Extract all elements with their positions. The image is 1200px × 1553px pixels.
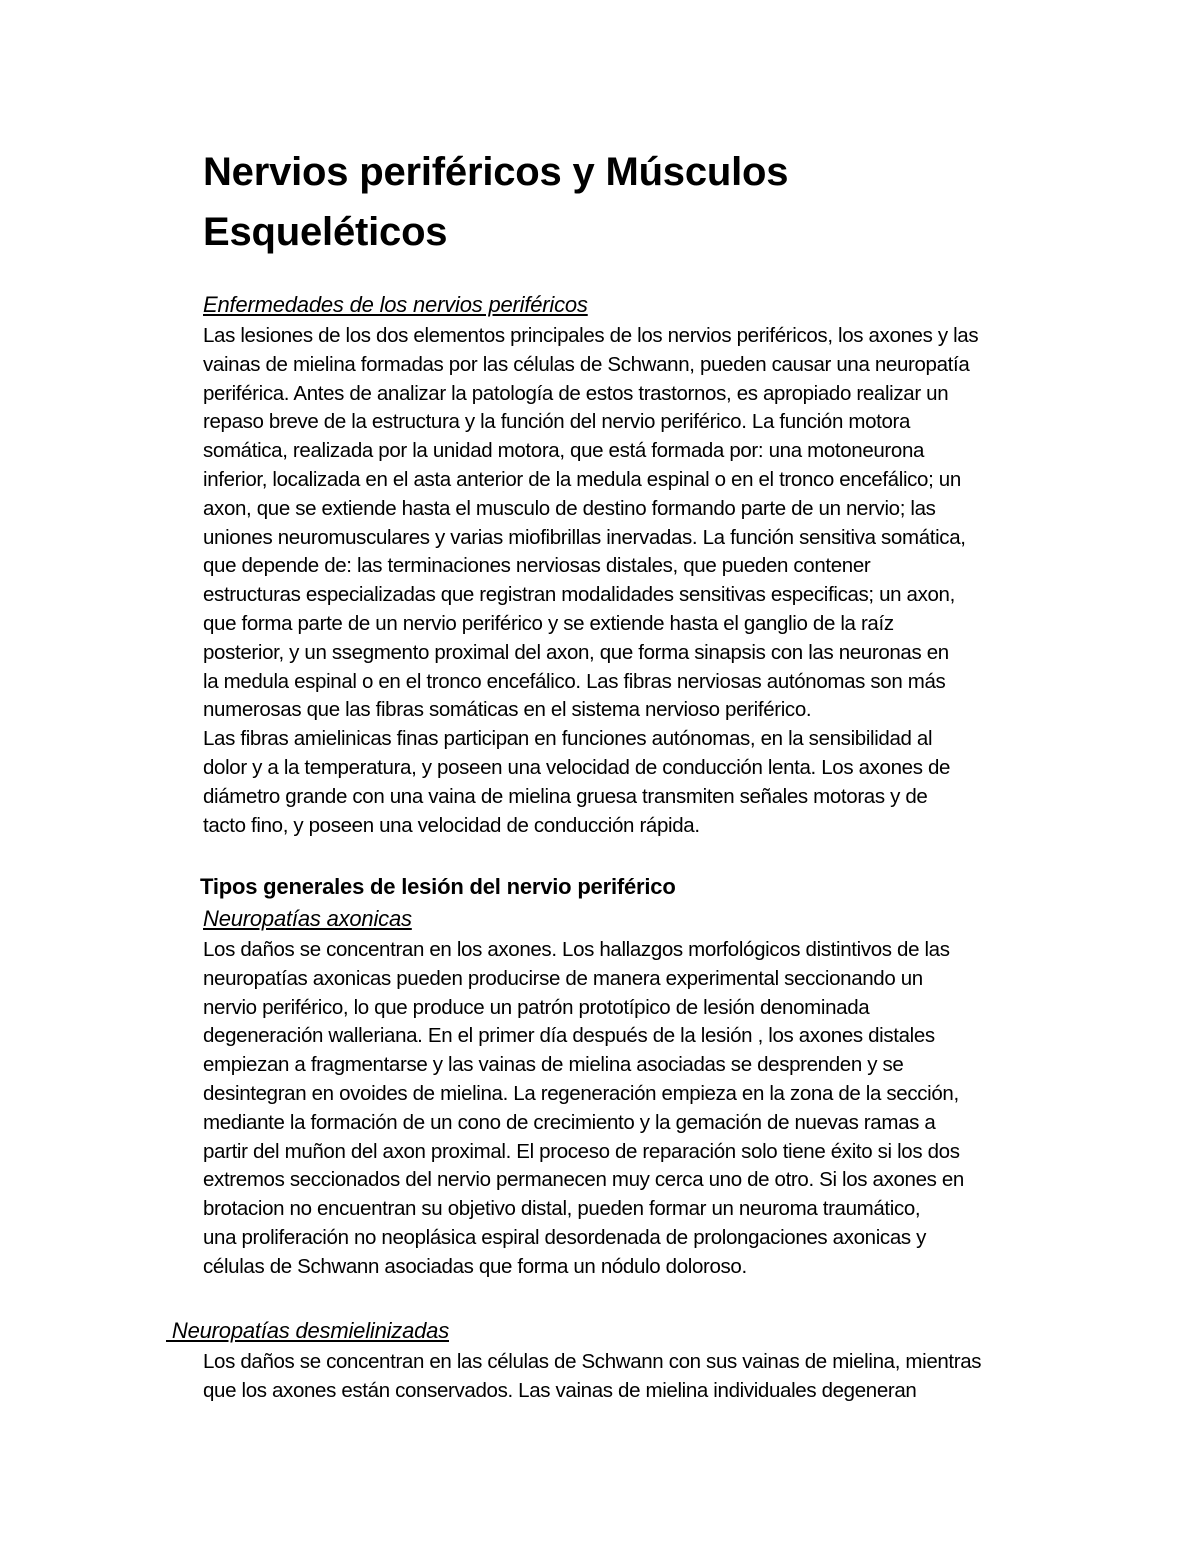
document-title-line-2: Esqueléticos: [203, 210, 448, 254]
paragraph-line: posterior, y un ssegmento proximal del axon, que forma sinapsis con las neuronas en: [203, 641, 949, 664]
paragraph-line: Los daños se concentran en las células de Schwann con sus vainas de mielina, mientras: [203, 1350, 982, 1373]
paragraph-line: que depende de: las terminaciones nerviosas distales, que pueden contener: [203, 554, 871, 577]
paragraph-line: uniones neuromusculares y varias miofibrillas inervadas. La función sensitiva somática,: [203, 526, 966, 549]
paragraph-line: extremos seccionados del nervio permanecen muy cerca uno de otro. Si los axones en: [203, 1168, 964, 1191]
paragraph-line: inferior, localizada en el asta anterior de la medula espinal o en el tronco encefálico; un: [203, 468, 961, 491]
paragraph-line: mediante la formación de un cono de crecimiento y la gemación de nuevas ramas a: [203, 1111, 936, 1134]
paragraph-line: partir del muñon del axon proximal. El proceso de reparación solo tiene éxito si los dos: [203, 1140, 960, 1163]
paragraph-line: Las lesiones de los dos elementos principales de los nervios periféricos, los axones y las: [203, 324, 979, 347]
paragraph-line: la medula espinal o en el tronco encefálico. Las fibras nerviosas autónomas son más: [203, 670, 946, 693]
paragraph-line: Las fibras amielinicas finas participan en funciones autónomas, en la sensibilidad al: [203, 727, 933, 750]
section-subheading-neuropatias-axonicas: Neuropatías axonicas: [203, 906, 412, 931]
paragraph-line: empiezan a fragmentarse y las vainas de mielina asociadas se desprenden y se: [203, 1053, 904, 1076]
paragraph-line: que los axones están conservados. Las vainas de mielina individuales degeneran: [203, 1379, 917, 1402]
section-subheading-enfermedades: Enfermedades de los nervios periféricos: [203, 292, 588, 317]
paragraph-line: vainas de mielina formadas por las células de Schwann, pueden causar una neuropatía: [203, 353, 970, 376]
paragraph-line: diámetro grande con una vaina de mielina gruesa transmiten señales motoras y de: [203, 785, 928, 808]
paragraph-line: repaso breve de la estructura y la función del nervio periférico. La función motora: [203, 410, 911, 433]
paragraph-line: estructuras especializadas que registran modalidades sensitivas especificas; un axon,: [203, 583, 955, 606]
section-heading-tipos-generales: Tipos generales de lesión del nervio periférico: [200, 874, 676, 899]
paragraph-line: Los daños se concentran en los axones. Los hallazgos morfológicos distintivos de las: [203, 938, 950, 961]
paragraph-line: células de Schwann asociadas que forma un nódulo doloroso.: [203, 1255, 747, 1278]
paragraph-line: degeneración walleriana. En el primer día después de la lesión , los axones distales: [203, 1024, 935, 1047]
paragraph-line: tacto fino, y poseen una velocidad de conducción rápida.: [203, 814, 700, 837]
section-subheading-neuropatias-desmielinizadas: Neuropatías desmielinizadas: [166, 1318, 449, 1343]
document-title-line-1: Nervios periféricos y Músculos: [203, 150, 789, 194]
paragraph-line: nervio periférico, lo que produce un patrón prototípico de lesión denominada: [203, 996, 870, 1019]
paragraph-line: numerosas que las fibras somáticas en el sistema nervioso periférico.: [203, 698, 812, 721]
paragraph-line: neuropatías axonicas pueden producirse de manera experimental seccionando un: [203, 967, 923, 990]
paragraph-line: axon, que se extiende hasta el musculo de destino formando parte de un nervio; las: [203, 497, 936, 520]
paragraph-line: dolor y a la temperatura, y poseen una velocidad de conducción lenta. Los axones de: [203, 756, 951, 779]
paragraph-line: desintegran en ovoides de mielina. La regeneración empieza en la zona de la sección,: [203, 1082, 959, 1105]
paragraph-line: que forma parte de un nervio periférico y se extiende hasta el ganglio de la raíz: [203, 612, 894, 635]
paragraph-line: una proliferación no neoplásica espiral desordenada de prolongaciones axonicas y: [203, 1226, 927, 1249]
paragraph-line: brotacion no encuentran su objetivo distal, pueden formar un neuroma traumático,: [203, 1197, 921, 1220]
paragraph-line: somática, realizada por la unidad motora, que está formada por: una motoneurona: [203, 439, 925, 462]
paragraph-line: periférica. Antes de analizar la patología de estos trastornos, es apropiado realizar un: [203, 382, 949, 405]
